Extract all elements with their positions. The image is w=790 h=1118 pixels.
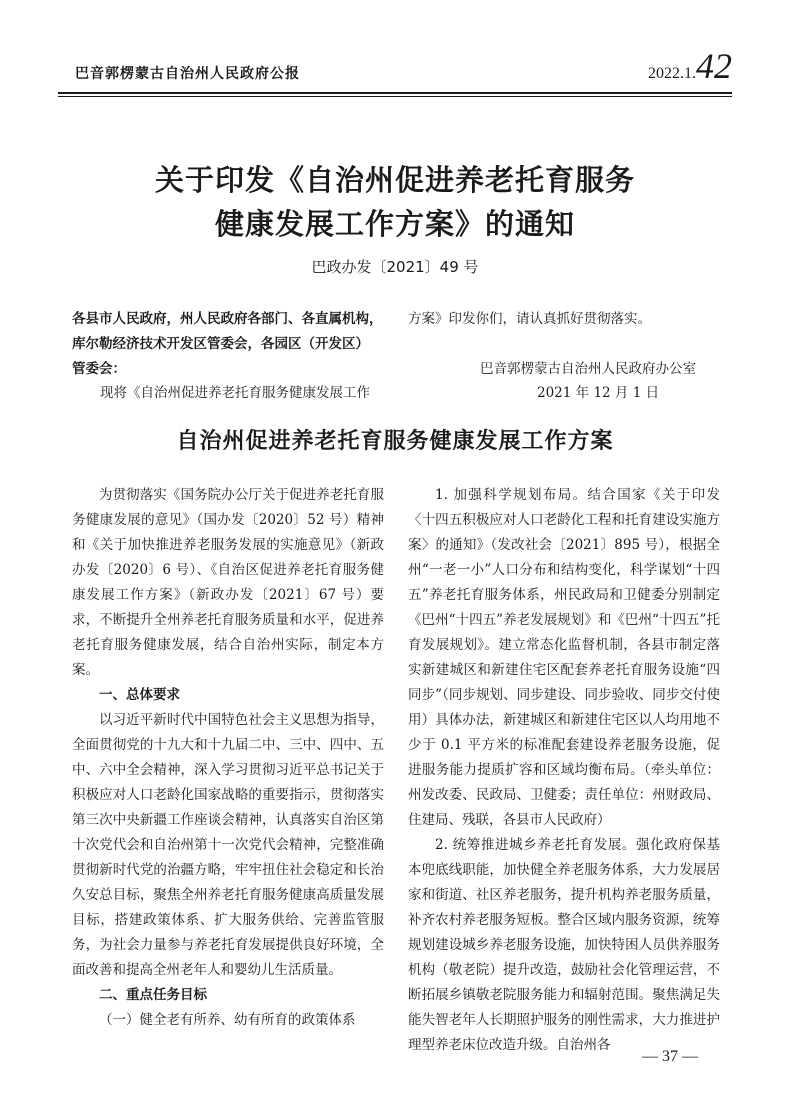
notice-title-line2: 健康发展工作方案》的通知 xyxy=(214,207,575,241)
section2-heading: 二、重点任务目标 xyxy=(99,987,207,1003)
notice-body-start: 现将《自治州促进养老托育服务健康发展工作 xyxy=(100,385,370,401)
issuer: 巴音郭楞蒙古自治州人民政府办公室 xyxy=(480,361,696,377)
notice-title-line1: 关于印发《自治州促进养老托育服务 xyxy=(154,163,635,197)
plan-intro: 为贯彻落实《国务院办公厅关于促进养老托育服务健康发展的意见》（国办发〔2020〕52 号）精神和《关于加快推进养老服务发展的实施意见》（新政办发〔2020〕6 号）、《自治区促进养老托育服务健康发展工作方案》（新政办发〔2021〕67 号）要求，不断提升全州养老托育服务质量和水平，促进养老托育服务健康发展，结合自治州实际，制定本方案。 xyxy=(72,487,384,678)
section1-heading: 一、总体要求 xyxy=(99,687,180,703)
publication-name: 巴音郭楞蒙古自治州人民政府公报 xyxy=(75,66,300,82)
header-rule-thick xyxy=(58,92,732,94)
addressee-line3: 管委会： xyxy=(72,361,126,377)
subsection1-heading: （一）健全老有所养、幼有所育的政策体系 xyxy=(99,1012,356,1028)
notice-body-end: 方案》印发你们，请认真抓好贯彻落实。 xyxy=(408,311,651,327)
task-item-1: 1. 加强科学规划布局。结合国家《关于印发〈十四五积极应对人口老龄化工程和托育建设实施方案〉的通知》（发改社会〔2021〕895 号），根据全州“一老一小”人口分布和结构变化，科学谋划“十四五”养老托育服务体系，州民政局和卫健委分别制定《巴州“十四五”养老发展规划》和《巴州“十四五”托育发展规划》。建立常态化监督机制，各县市制定落实新建城区和新建住宅区配套养老托育服务设施“四同步”（同步规划、同步建设、同步验收、同步交付使用）具体办法，新建城区和新建住宅区以人均用地不少于 0.1 平方米的标准配套建设养老服务设施，促进服务能力提质扩容和区域均衡布局。（牵头单位：州发改委、民政局、卫健委；责任单位：州财政局、住建局、残联，各县市人民政府） xyxy=(408,487,720,828)
addressee-line1: 各县市人民政府，州人民政府各部门、各直属机构， xyxy=(72,311,383,327)
plan-title: 自治州促进养老托育服务健康发展工作方案 xyxy=(176,428,614,454)
left-column xyxy=(72,483,384,1033)
issue-info xyxy=(648,48,732,84)
task-item-2: 2. 统筹推进城乡养老托育发展。强化政府保基本兜底线职能，加快健全养老服务体系，大力发展居家和街道、社区养老服务，提升机构养老服务质量，补齐农村养老服务短板。整合区域内服务资源，统筹规划建设城乡养老服务设施，加快特困人员供养服务机构（敬老院）提升改造，鼓励社会化管理运营，不断拓展乡镇敬老院服务能力和辐射范围。聚焦满足失能失智老年人长期照护服务的刚性需求，大力推进护理型养老床位改造升级。自治州各 xyxy=(408,837,720,1053)
page-number: — 37 — xyxy=(642,1048,698,1065)
issue-number: 42 xyxy=(696,46,732,86)
issue-date: 2022.1. xyxy=(648,65,696,82)
document-number: 巴政办发〔2021〕49 号 xyxy=(311,258,479,276)
addressee-line2: 库尔勒经济技术开发区管委会，各园区（开发区） xyxy=(72,336,369,352)
right-column xyxy=(408,483,720,1058)
section1-body: 以习近平新时代中国特色社会主义思想为指导，全面贯彻党的十九大和十九届二中、三中、四中、五中、六中全会精神，深入学习贯彻习近平总书记关于积极应对人口老龄化国家战略的重要指示，贯彻落实第三次中央新疆工作座谈会精神，认真落实自治区第十次党代会和自治州第十一次党代会精神，完整准确贯彻新时代党的治疆方略，牢牢扭住社会稳定和长治久安总目标，聚焦全州养老托育服务健康高质量发展目标，搭建政策体系、扩大服务供给、完善监管服务，为社会力量参与养老托育发展提供良好环境，全面改善和提高全州老年人和婴幼儿生活质量。 xyxy=(72,712,384,978)
header-rule-thin xyxy=(58,96,732,97)
issue-date-notice: 2021 年 12 月 1 日 xyxy=(537,385,660,401)
